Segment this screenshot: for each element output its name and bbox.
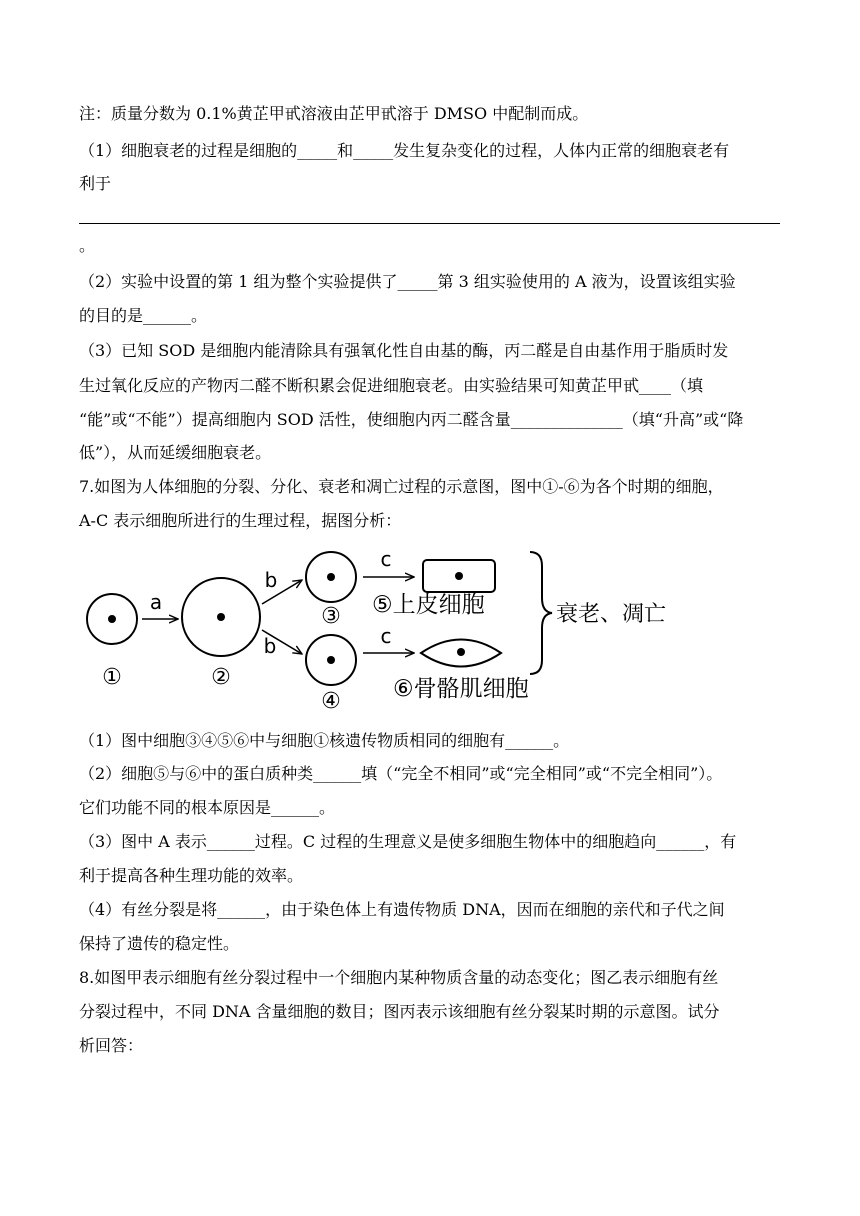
- cell-4: [306, 635, 356, 685]
- q6-part3-line2: 生过氧化反应的产物丙二醛不断积累会促进细胞衰老。由实验结果可知黄芷甲甙____（填: [79, 376, 704, 395]
- answer-blank-line: [79, 223, 780, 224]
- cell-5-epithelial: [423, 560, 495, 592]
- q6-part1-line1: （1）细胞衰老的过程是细胞的_____和_____发生复杂变化的过程，人体内正常的细胞衰老有: [79, 141, 730, 160]
- arrow-c-lower-label: c: [380, 624, 392, 648]
- arrow-c-upper-label: c: [380, 547, 392, 571]
- cell-6-skeletal-muscle: [421, 640, 501, 667]
- q7-part2-line1: （2）细胞⑤与⑥中的蛋白质种类______填（“完全不相同”或“完全相同”或“不完全相同”）。: [79, 764, 723, 783]
- q7-intro-line2: A-C 表示细胞所进行的生理过程，据图分析：: [79, 511, 402, 530]
- q6-part2-line1: （2）实验中设置的第 1 组为整个实验提供了_____第 3 组实验使用的 A 液为，设置该组实验: [79, 272, 736, 291]
- q8-intro-line3: 析回答：: [79, 1036, 144, 1055]
- q6-part3-line3: “能”或“不能”）提高细胞内 SOD 活性，使细胞内丙二醛含量______________（填“升高”或“降: [79, 410, 744, 429]
- arrow-b-lower-label: b: [263, 634, 277, 658]
- q6-part2-line2: 的目的是______。: [79, 306, 208, 325]
- q7-part3-line2: 利于提高各种生理功能的效率。: [79, 866, 304, 885]
- q6-part3-line4: 低”），从而延缓细胞衰老。: [79, 443, 272, 462]
- cell-5-label: ⑤上皮细胞: [372, 592, 485, 618]
- q6-part3-line1: （3）已知 SOD 是细胞内能清除具有强氧化性自由基的酶，丙二醛是自由基作用于脂质时发: [79, 341, 729, 360]
- q8-intro-line2: 分裂过程中，不同 DNA 含量细胞的数目；图丙表示该细胞有丝分裂某时期的示意图。试分: [79, 1002, 720, 1021]
- cell-1: [87, 594, 137, 644]
- cell-2: [182, 578, 260, 656]
- cell-process-diagram: [0, 540, 860, 720]
- cell-2-label: ②: [211, 665, 231, 690]
- fate-label: 衰老、凋亡: [556, 602, 667, 627]
- q6-part1-line2: 利于: [79, 174, 112, 193]
- q7-part4-line2: 保持了遗传的稳定性。: [79, 934, 240, 953]
- brace: [530, 552, 552, 674]
- note-line: 注：质量分数为 0.1%黄芷甲甙溶液由芷甲甙溶于 DMSO 中配制而成。: [79, 104, 589, 123]
- q8-intro-line1: 8.如图甲表示细胞有丝分裂过程中一个细胞内某种物质含量的动态变化；图乙表示细胞有丝: [79, 968, 719, 987]
- arrow-b-upper-label: b: [264, 568, 278, 592]
- cell-4-label: ④: [321, 689, 341, 714]
- cell-6-label: ⑥骨骼肌细胞: [393, 676, 529, 702]
- q7-part2-line2: 它们功能不同的根本原因是______。: [79, 798, 336, 817]
- q7-part1: （1）图中细胞③④⑤⑥中与细胞①核遗传物质相同的细胞有______。: [79, 731, 570, 750]
- cell-3: [306, 552, 356, 602]
- q7-intro-line1: 7.如图为人体细胞的分裂、分化、衰老和凋亡过程的示意图，图中①-⑥为各个时期的细胞，: [79, 477, 724, 496]
- cell-1-label: ①: [102, 665, 122, 690]
- q7-part3-line1: （3）图中 A 表示______过程。C 过程的生理意义是使多细胞生物体中的细胞趋向______，有: [79, 832, 737, 851]
- cell-3-label: ③: [321, 604, 341, 629]
- q6-part1-period: 。: [79, 236, 96, 255]
- arrow-a-label: a: [149, 590, 163, 614]
- q7-part4-line1: （4）有丝分裂是将______，由于染色体上有遗传物质 DNA，因而在细胞的亲代和子代之间: [79, 900, 725, 919]
